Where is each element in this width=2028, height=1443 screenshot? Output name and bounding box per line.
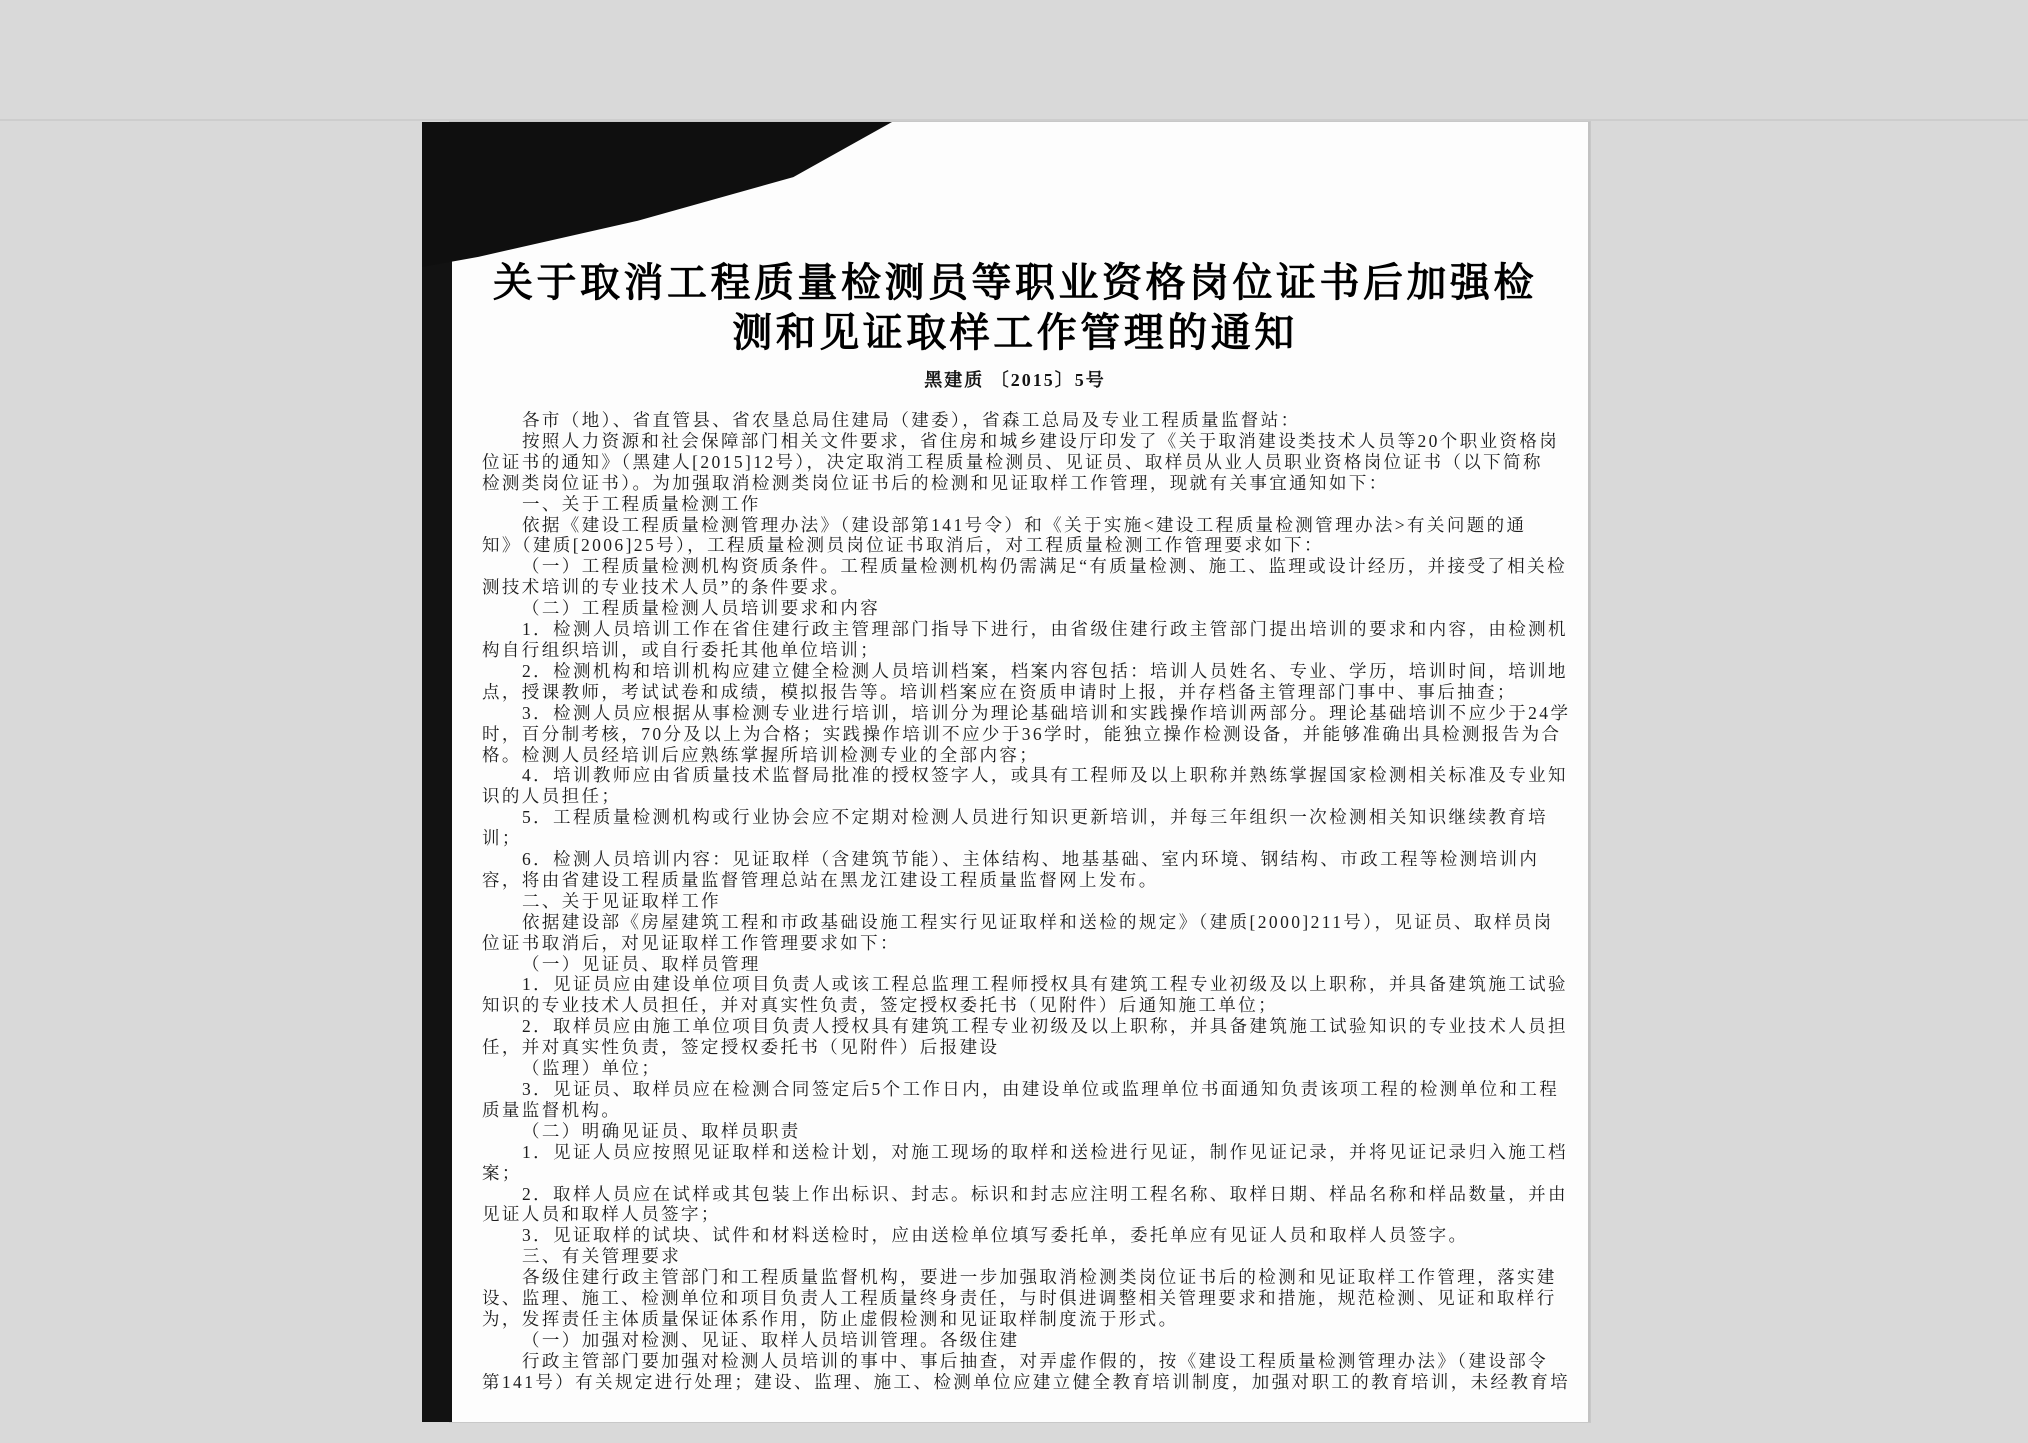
body-line: （一）见证员、取样员管理	[522, 953, 761, 974]
body-line: 识的人员担任；	[482, 786, 622, 807]
body-line: 3．检测人员应根据从事检测专业进行培训，培训分为理论基础培训和实践操作培训两部分。理论基础培训不应少于24学	[522, 702, 1571, 723]
body-line: 2．检测机构和培训机构应建立健全检测人员培训档案，档案内容包括：培训人员姓名、专业、学历，培训时间，培训地	[522, 660, 1568, 681]
body-line: 一、关于工程质量检测工作	[522, 493, 761, 514]
body-line: （二）明确见证员、取样员职责	[522, 1120, 801, 1141]
body-line: （一）加强对检测、见证、取样人员培训管理。各级住建	[522, 1329, 1020, 1350]
document-number: 黑建质 〔2015〕5号	[924, 370, 1106, 390]
body-line: 见证人员和取样人员签字；	[482, 1204, 721, 1225]
body-line: 4．培训教师应由省质量技术监督局批准的授权签字人，或具有工程师及以上职称并熟练掌握国家检测相关标准及专业知	[522, 765, 1568, 786]
body-line: 第141号）有关规定进行处理；建设、监理、施工、检测单位应建立健全教育培训制度，加强对职工的教育培训，未经教育培	[482, 1371, 1571, 1392]
body-line: 时，百分制考核，70分及以上为合格；实践操作培训不应少于36学时，能独立操作检测设备，并能够准确出具检测报告为合	[482, 723, 1562, 744]
document-body	[482, 410, 1571, 1393]
body-line: 1．见证员应由建设单位项目负责人或该工程总监理工程师授权具有建筑工程专业初级及以上职称，并具备建筑施工试验	[522, 974, 1568, 995]
body-line: 依据建设部《房屋建筑工程和市政基础设施工程实行见证取样和送检的规定》（建质[2000]211号），见证员、取样员岗	[522, 911, 1554, 932]
body-line: 各市（地）、省直管县、省农垦总局住建局（建委），省森工总局及专业工程质量监督站：	[522, 410, 1301, 430]
body-line: 质量监督机构。	[482, 1099, 622, 1120]
body-line: 3．见证取样的试块、试件和材料送检时，应由送检单位填写委托单，委托单应有见证人员和取样人员签字。	[522, 1225, 1469, 1246]
scan-top-shadow	[0, 119, 2028, 121]
body-line: 为，发挥责任主体质量保证体系作用，防止虚假检测和见证取样制度流于形式。	[482, 1308, 1179, 1329]
body-line: 各级住建行政主管部门和工程质量监督机构，要进一步加强取消检测类岗位证书后的检测和见证取样工作管理，落实建	[522, 1267, 1557, 1288]
body-line: 行政主管部门要加强对检测人员培训的事中、事后抽查，对弄虚作假的，按《建设工程质量检测管理办法》（建设部令	[522, 1350, 1549, 1371]
body-line: 检测类岗位证书）。为加强取消检测类岗位证书后的检测和见证取样工作管理，现就有关事宜通知如下：	[482, 472, 1389, 493]
body-line: 5．工程质量检测机构或行业协会应不定期对检测人员进行知识更新培训，并每三年组织一次检测相关知识继续教育培	[522, 807, 1549, 828]
body-line: 点，授课教师，考试试卷和成绩，模拟报告等。培训档案应在资质申请时上报，并存档备主管理部门事中、事后抽查；	[482, 681, 1517, 702]
body-line: 位证书取消后，对见证取样工作管理要求如下：	[482, 932, 900, 953]
document-title-line1: 关于取消工程质量检测员等职业资格岗位证书后加强检	[493, 260, 1537, 305]
body-line: 构自行组织培训，或自行委托其他单位培训；	[482, 639, 880, 660]
body-line: 1．见证人员应按照见证取样和送检计划，对施工现场的取样和送检进行见证，制作见证记录，并将见证记录归入施工档	[522, 1141, 1568, 1162]
body-line: （二）工程质量检测人员培训要求和内容	[522, 598, 881, 619]
body-line: 设、监理、施工、检测单位和项目负责人工程质量终身责任，与时俱进调整相关管理要求和措施，规范检测、见证和取样行	[482, 1288, 1557, 1309]
body-line: 2．取样人员应在试样或其包装上作出标识、封志。标识和封志应注明工程名称、取样日期、样品名称和样品数量，并由	[522, 1183, 1568, 1204]
scan-left-edge-artifact	[422, 122, 452, 1422]
body-line: 任，并对真实性负责，签定授权委托书（见附件）后报建设	[482, 1037, 1000, 1058]
body-line: 3．见证员、取样员应在检测合同签定后5个工作日内，由建设单位或监理单位书面通知负责该项工程的检测单位和工程	[522, 1079, 1560, 1099]
page-right-edge	[1588, 122, 1590, 1422]
body-line: 2．取样员应由施工单位项目负责人授权具有建筑工程专业初级及以上职称，并具备建筑施工试验知识的专业技术人员担	[522, 1016, 1568, 1037]
body-line: 训；	[482, 828, 522, 849]
body-line: 容，将由省建设工程质量监督管理总站在黑龙江建设工程质量监督网上发布。	[482, 869, 1159, 890]
document-title	[482, 258, 1548, 358]
body-line: 测技术培训的专业技术人员”的条件要求。	[482, 577, 851, 598]
body-line: 依据《建设工程质量检测管理办法》（建设部第141号令）和《关于实施<建设工程质量检测管理办法>有关问题的通	[522, 514, 1527, 535]
body-line: 知识的专业技术人员担任，并对真实性负责，签定授权委托书（见附件）后通知施工单位；	[482, 995, 1278, 1016]
body-line: 三、有关管理要求	[522, 1246, 682, 1267]
body-line: 格。检测人员经培训后应熟练掌握所培训检测专业的全部内容；	[482, 744, 1040, 765]
body-line: 案；	[482, 1162, 522, 1183]
body-line: 按照人力资源和社会保障部门相关文件要求，省住房和城乡建设厅印发了《关于取消建设类技术人员等20个职业资格岗	[522, 430, 1560, 451]
body-line: 二、关于见证取样工作	[522, 890, 721, 911]
document-title-line2: 测和见证取样工作管理的通知	[732, 310, 1298, 355]
body-line: （监理）单位；	[522, 1058, 662, 1079]
body-line: 知》（建质[2006]25号），工程质量检测员岗位证书取消后，对工程质量检测工作管理要求如下：	[482, 535, 1324, 556]
body-line: 位证书的通知》（黑建人[2015]12号），决定取消工程质量检测员、见证员、取样员从业人员职业资格岗位证书（以下简称	[482, 451, 1543, 472]
body-line: （一）工程质量检测机构资质条件。工程质量检测机构仍需满足“有质量检测、施工、监理或设计经历，并接受了相关检	[522, 556, 1567, 577]
body-line: 6．检测人员培训内容：见证取样（含建筑节能）、主体结构、地基基础、室内环境、钢结构、市政工程等检测培训内	[522, 849, 1540, 870]
body-line: 1．检测人员培训工作在省住建行政主管理部门指导下进行，由省级住建行政主管部门提出培训的要求和内容，由检测机	[522, 619, 1568, 640]
